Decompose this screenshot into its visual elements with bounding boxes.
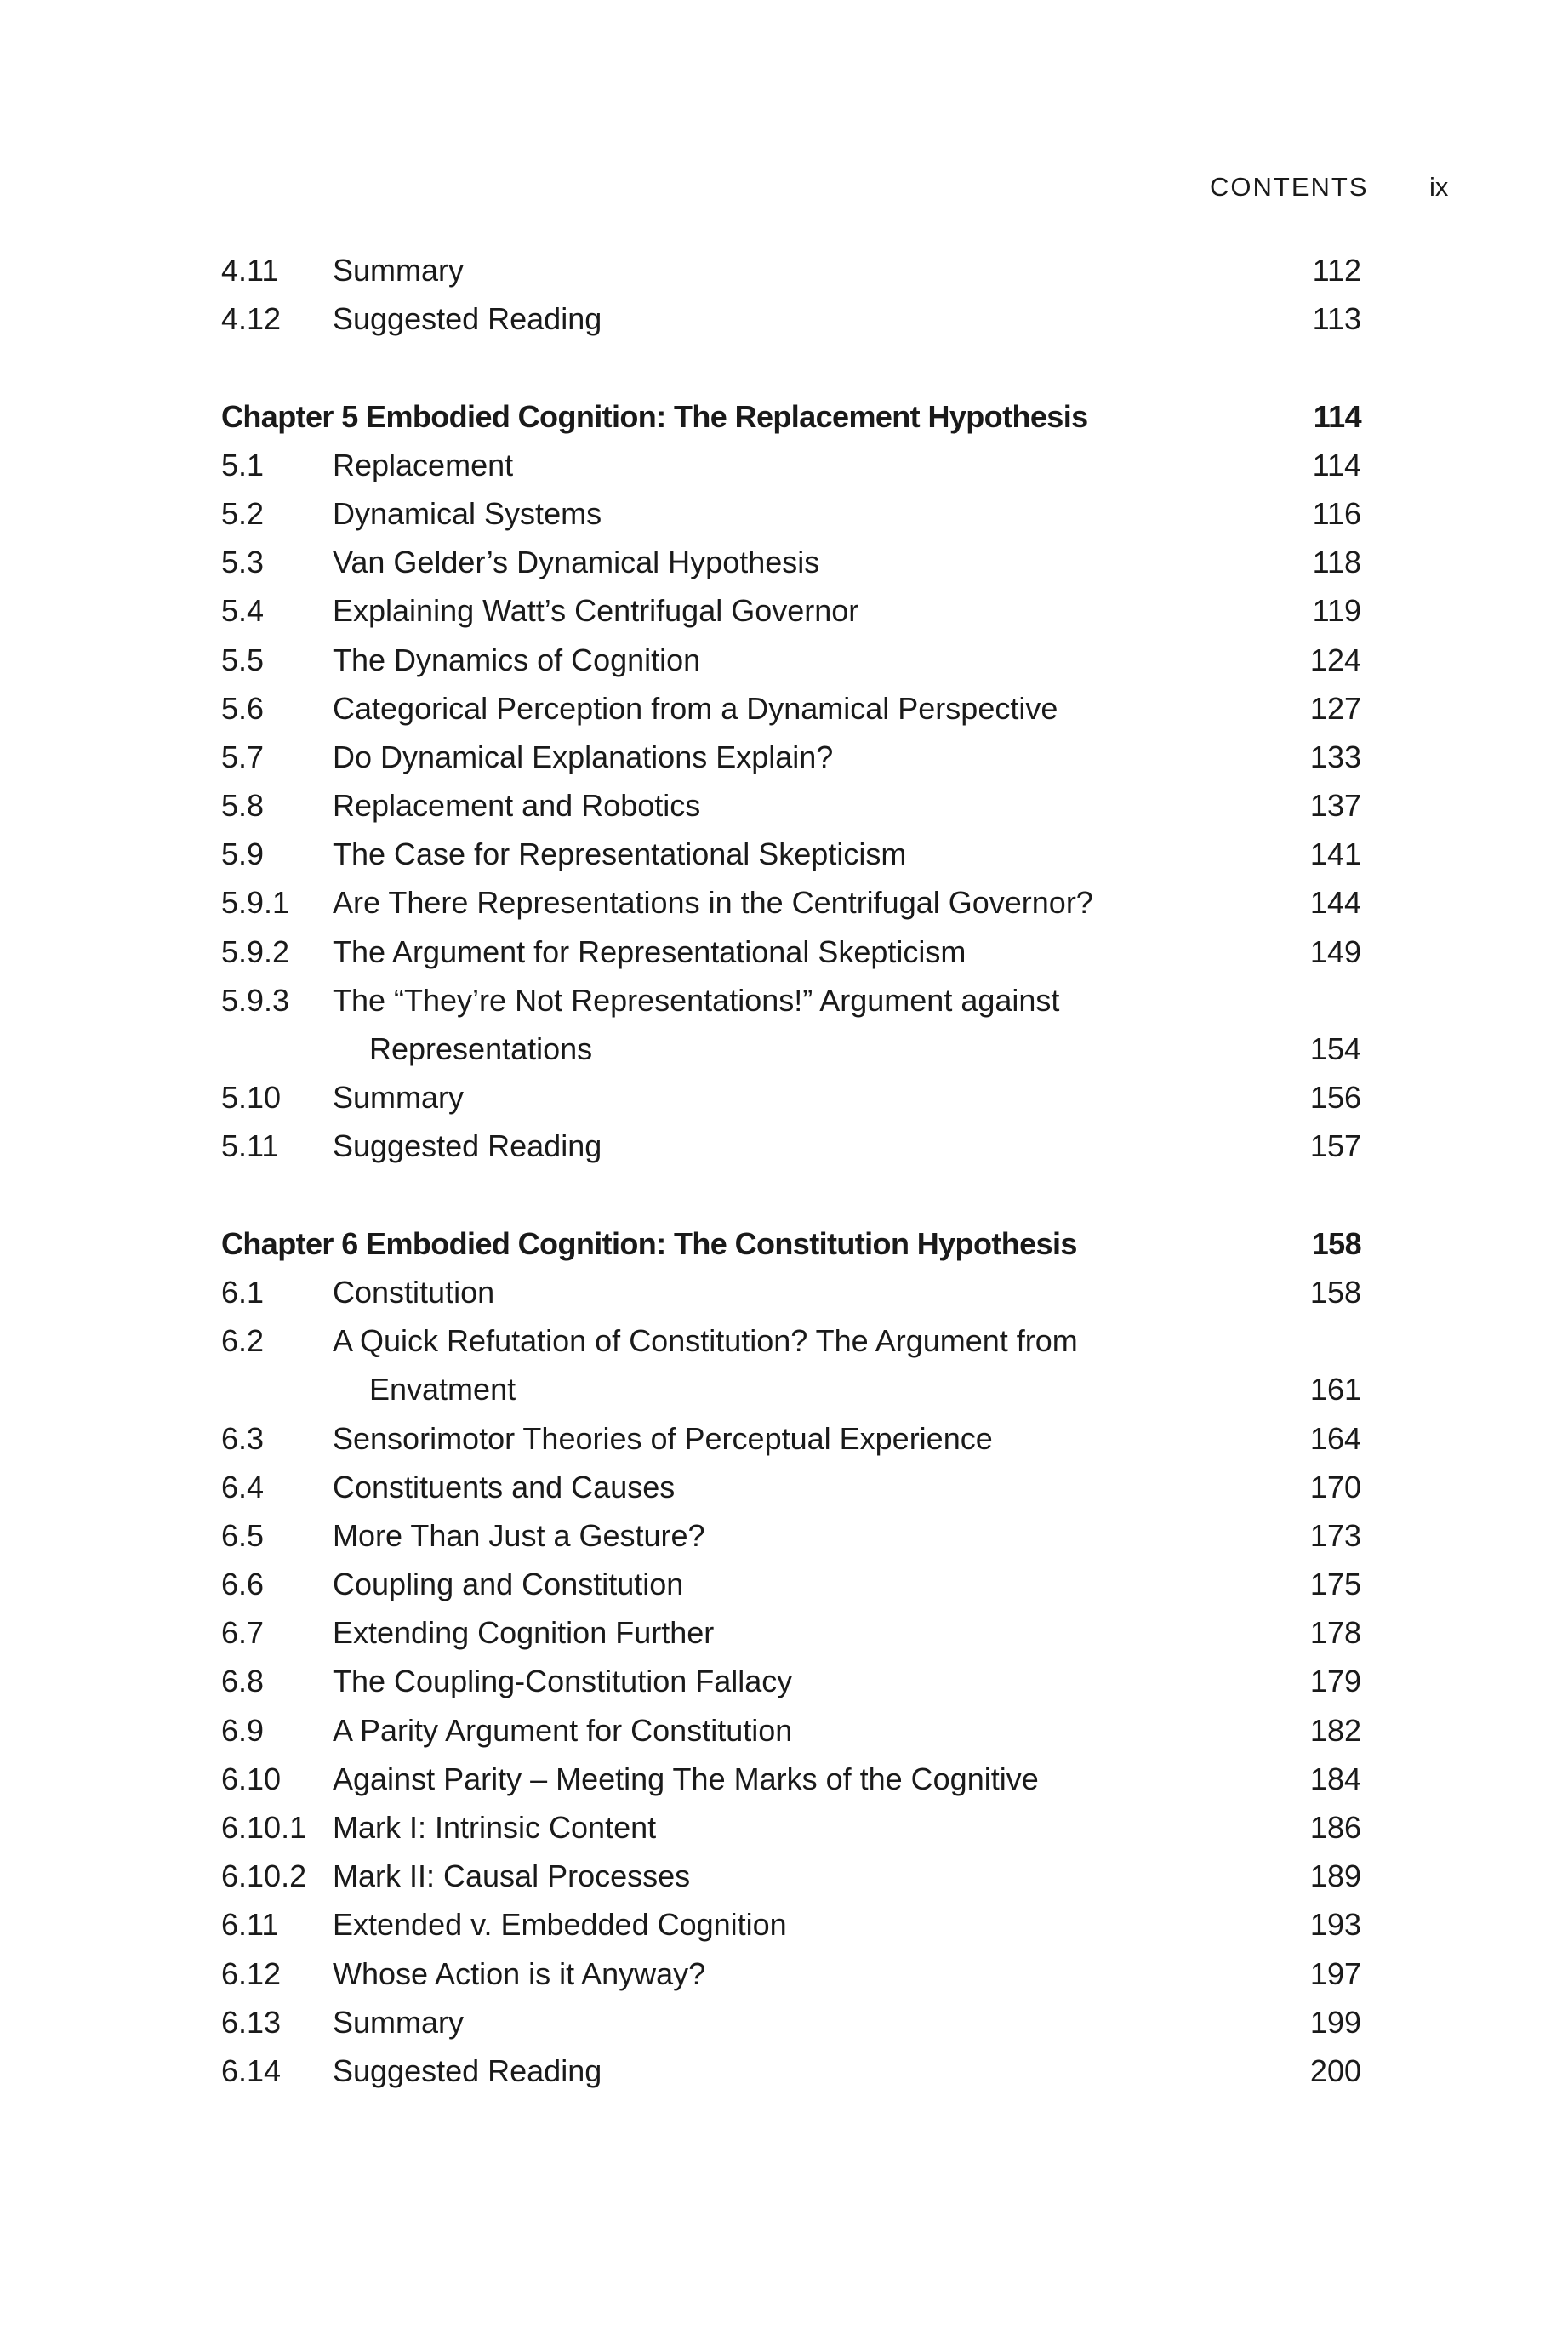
section-number: 4.11 — [221, 253, 279, 288]
section-number: 6.11 — [221, 1907, 279, 1943]
running-head: CONTENTS — [1210, 172, 1369, 202]
chapter-heading[interactable] — [221, 392, 1361, 441]
section-title: Constituents and Causes — [333, 1469, 676, 1504]
section-number: 6.5 — [221, 1517, 265, 1553]
toc-entry[interactable] — [221, 1900, 1361, 1949]
toc-entry[interactable] — [221, 781, 1361, 830]
toc-entry[interactable] — [221, 1950, 1361, 1998]
section-title: Do Dynamical Explanations Explain? — [333, 739, 834, 774]
section-title: The “They’re Not Representations!” Argument against — [333, 982, 1060, 1018]
toc-entry[interactable] — [221, 1316, 1361, 1365]
section-title: Representations — [369, 1031, 593, 1066]
section-page: 184 — [1309, 1761, 1361, 1796]
section-page: 164 — [1309, 1420, 1361, 1456]
section-page: 113 — [1312, 301, 1361, 337]
section-gap — [221, 1171, 1361, 1219]
section-number: 5.9.2 — [221, 933, 290, 969]
toc-entry[interactable] — [221, 1852, 1361, 1900]
section-number: 6.6 — [221, 1567, 265, 1602]
toc-entry[interactable] — [221, 830, 1361, 878]
section-number: 5.11 — [221, 1128, 279, 1164]
section-page: 141 — [1309, 836, 1361, 872]
section-title: A Quick Refutation of Constitution? The Argument from — [333, 1323, 1078, 1359]
section-title: Categorical Perception from a Dynamical Perspective — [333, 690, 1058, 726]
section-title: The Dynamics of Cognition — [333, 642, 701, 677]
section-title: More Than Just a Gesture? — [333, 1517, 705, 1553]
section-page: 114 — [1312, 447, 1361, 482]
section-number: 5.4 — [221, 593, 265, 629]
section-number: 6.10 — [221, 1761, 282, 1796]
toc-entry[interactable] — [221, 976, 1361, 1025]
section-number: 6.12 — [221, 1955, 282, 1991]
section-page: 119 — [1312, 593, 1361, 629]
section-number: 5.9.3 — [221, 982, 290, 1018]
section-page: 149 — [1309, 933, 1361, 969]
chapter-page: 114 — [1313, 398, 1361, 434]
section-page: 144 — [1309, 885, 1361, 921]
toc-entry[interactable] — [221, 2047, 1361, 2095]
toc-entry[interactable] — [221, 1268, 1361, 1316]
section-title: Against Parity – Meeting The Marks of the Cognitive — [333, 1761, 1039, 1796]
section-number: 6.8 — [221, 1664, 265, 1699]
toc-entry[interactable] — [221, 538, 1361, 586]
chapter-heading[interactable] — [221, 1219, 1361, 1268]
section-number: 4.12 — [221, 301, 282, 337]
toc-entry[interactable] — [221, 1122, 1361, 1170]
section-number: 5.3 — [221, 545, 265, 580]
toc-entry[interactable] — [221, 1706, 1361, 1755]
page-number: ix — [1429, 172, 1449, 202]
section-title: Constitution — [333, 1274, 495, 1310]
chapter-title: Chapter 6 Embodied Cognition: The Constitution Hypothesis — [221, 1225, 1077, 1261]
toc-entry[interactable] — [221, 246, 1361, 294]
section-title: Are There Representations in the Centrifugal Governor? — [333, 885, 1093, 921]
section-page: 127 — [1309, 690, 1361, 726]
section-page: 112 — [1312, 253, 1361, 288]
section-title: Summary — [333, 1080, 465, 1116]
toc-entry[interactable] — [221, 1560, 1361, 1608]
section-number: 5.8 — [221, 788, 265, 824]
section-title: Summary — [333, 2004, 465, 2040]
section-page: 200 — [1309, 2052, 1361, 2088]
toc-entry[interactable] — [221, 1463, 1361, 1511]
section-title: Extending Cognition Further — [333, 1615, 715, 1651]
section-page: 175 — [1309, 1567, 1361, 1602]
toc-entry[interactable] — [221, 1803, 1361, 1852]
section-title: Coupling and Constitution — [333, 1567, 684, 1602]
section-title: A Parity Argument for Constitution — [333, 1712, 793, 1748]
toc-entry[interactable] — [221, 294, 1361, 343]
section-number: 5.9 — [221, 836, 265, 872]
section-number: 5.9.1 — [221, 885, 290, 921]
section-page: 156 — [1309, 1080, 1361, 1116]
section-number: 6.1 — [221, 1274, 265, 1310]
section-page: 199 — [1309, 2004, 1361, 2040]
section-page: 137 — [1309, 788, 1361, 824]
section-title: Replacement — [333, 447, 514, 482]
section-page: 189 — [1309, 1858, 1361, 1894]
toc-entry[interactable] — [221, 878, 1361, 927]
section-number: 6.4 — [221, 1469, 265, 1504]
chapter-page: 158 — [1311, 1225, 1361, 1261]
section-number: 6.10.1 — [221, 1810, 307, 1845]
section-page: 157 — [1309, 1128, 1361, 1164]
section-number: 6.9 — [221, 1712, 265, 1748]
toc-entry[interactable] — [221, 1073, 1361, 1122]
toc-entry[interactable] — [221, 1511, 1361, 1560]
section-number: 6.3 — [221, 1420, 265, 1456]
section-title: The Case for Representational Skepticism — [333, 836, 907, 872]
section-title: The Coupling-Constitution Fallacy — [333, 1664, 793, 1699]
toc-entry[interactable] — [221, 441, 1361, 489]
section-page: 161 — [1309, 1372, 1361, 1407]
section-title: Van Gelder’s Dynamical Hypothesis — [333, 545, 820, 580]
toc-entry[interactable] — [221, 489, 1361, 538]
section-title: Summary — [333, 253, 465, 288]
section-title: Envatment — [369, 1372, 516, 1407]
section-page: 182 — [1309, 1712, 1361, 1748]
section-number: 6.13 — [221, 2004, 282, 2040]
section-page: 170 — [1309, 1469, 1361, 1504]
section-page: 186 — [1309, 1810, 1361, 1845]
table-of-contents — [221, 246, 1361, 2095]
section-title: Explaining Watt’s Centrifugal Governor — [333, 593, 859, 629]
section-page: 173 — [1309, 1517, 1361, 1553]
section-title: Suggested Reading — [333, 1128, 602, 1164]
section-page: 124 — [1309, 642, 1361, 677]
section-title: The Argument for Representational Skepticism — [333, 933, 966, 969]
section-number: 5.1 — [221, 447, 265, 482]
section-number: 5.2 — [221, 495, 265, 531]
toc-entry[interactable] — [221, 586, 1361, 635]
section-page: 158 — [1309, 1274, 1361, 1310]
section-page: 154 — [1309, 1031, 1361, 1066]
section-page: 193 — [1309, 1907, 1361, 1943]
toc-entry[interactable] — [221, 1025, 1361, 1073]
section-page: 197 — [1309, 1955, 1361, 1991]
section-title: Whose Action is it Anyway? — [333, 1955, 706, 1991]
toc-entry[interactable] — [221, 1414, 1361, 1463]
section-title: Suggested Reading — [333, 301, 602, 337]
section-title: Replacement and Robotics — [333, 788, 701, 824]
section-number: 6.2 — [221, 1323, 265, 1359]
section-page: 116 — [1312, 495, 1361, 531]
toc-entry[interactable] — [221, 928, 1361, 976]
section-title: Extended v. Embedded Cognition — [333, 1907, 787, 1943]
section-number: 5.5 — [221, 642, 265, 677]
section-gap — [221, 343, 1361, 391]
section-number: 5.10 — [221, 1080, 282, 1116]
section-number: 6.7 — [221, 1615, 265, 1651]
toc-entry[interactable] — [221, 1998, 1361, 2047]
toc-entry[interactable] — [221, 684, 1361, 733]
toc-entry[interactable] — [221, 636, 1361, 684]
page-header — [0, 167, 1568, 208]
toc-entry[interactable] — [221, 1365, 1361, 1413]
chapter-title: Chapter 5 Embodied Cognition: The Replacement Hypothesis — [221, 398, 1088, 434]
section-number: 6.10.2 — [221, 1858, 307, 1894]
toc-entry[interactable] — [221, 733, 1361, 781]
toc-entry[interactable] — [221, 1608, 1361, 1657]
toc-entry[interactable] — [221, 1657, 1361, 1705]
section-page: 133 — [1309, 739, 1361, 774]
section-page: 178 — [1309, 1615, 1361, 1651]
section-title: Sensorimotor Theories of Perceptual Experience — [333, 1420, 993, 1456]
section-title: Suggested Reading — [333, 2052, 602, 2088]
section-number: 5.6 — [221, 690, 265, 726]
section-number: 5.7 — [221, 739, 265, 774]
section-number: 6.14 — [221, 2052, 282, 2088]
section-title: Mark II: Causal Processes — [333, 1858, 691, 1894]
toc-entry[interactable] — [221, 1755, 1361, 1803]
section-page: 179 — [1309, 1664, 1361, 1699]
section-page: 118 — [1312, 545, 1361, 580]
section-title: Mark I: Intrinsic Content — [333, 1810, 657, 1845]
section-title: Dynamical Systems — [333, 495, 602, 531]
